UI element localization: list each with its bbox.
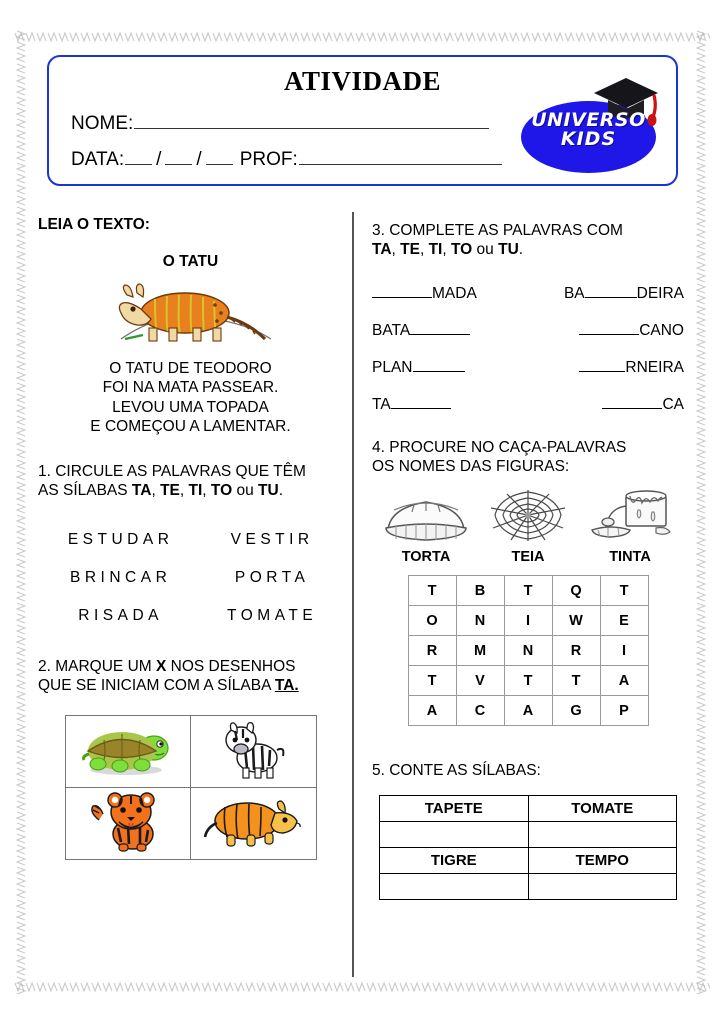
logo-line-2: KIDS — [560, 128, 617, 151]
page-border-right — [694, 30, 710, 994]
word-search-cell[interactable]: Q — [552, 576, 600, 606]
turtle-icon — [80, 720, 176, 778]
blank-line[interactable] — [372, 284, 432, 298]
word-search-cell[interactable]: A — [600, 666, 648, 696]
question-4-prompt — [372, 439, 684, 476]
fill-text: BATA — [372, 322, 411, 340]
fill-row — [372, 349, 684, 386]
name-label: NOME: — [71, 113, 134, 134]
syllable-answer-cell[interactable] — [380, 821, 529, 847]
prof-input[interactable] — [299, 150, 502, 165]
zebra-icon — [217, 718, 289, 780]
blank-line[interactable] — [579, 321, 639, 335]
syllable-answer-cell[interactable] — [528, 873, 677, 899]
fill-text: RNEIRA — [625, 359, 684, 377]
poem-body — [38, 359, 343, 437]
picture-row — [65, 716, 316, 788]
word-option[interactable]: VESTIR — [230, 531, 314, 549]
question-2-line-1 — [38, 658, 343, 677]
word-search-cell[interactable]: T — [552, 666, 600, 696]
fill-text: CANO — [639, 322, 684, 340]
q1-syllable-to: TO — [210, 481, 233, 499]
date-slash-2: / — [196, 149, 202, 170]
word-option[interactable]: PORTA — [234, 569, 310, 587]
q1-period: . — [278, 481, 284, 499]
word-search-row — [408, 576, 648, 606]
word-search-cell[interactable]: T — [504, 666, 552, 696]
word-option[interactable]: BRINCAR — [70, 569, 172, 587]
picture-cell-tiger[interactable] — [65, 788, 190, 860]
q3-syllable-ta: TA — [372, 240, 392, 258]
figure-torta — [376, 490, 476, 565]
word-search-cell[interactable]: R — [408, 636, 456, 666]
word-row — [40, 522, 341, 558]
fill-item-bandeira[interactable] — [517, 275, 684, 312]
blank-line[interactable] — [602, 395, 662, 409]
word-search-cell[interactable]: V — [456, 666, 504, 696]
word-search-cell[interactable]: P — [600, 696, 648, 726]
figure-label: TORTA — [401, 549, 451, 566]
question-4-figures — [372, 486, 684, 565]
armadillo-illustration — [103, 273, 279, 353]
read-text-heading: LEIA O TEXTO: — [38, 216, 150, 233]
word-search-cell[interactable]: A — [408, 696, 456, 726]
fill-text: CA — [662, 396, 684, 414]
figure-teia — [478, 488, 578, 565]
pie-icon — [380, 490, 472, 542]
word-option[interactable]: RISADA — [78, 607, 163, 625]
q2-line2-prefix: QUE SE INICIAM COM A SÍLABA — [38, 676, 275, 694]
fill-row — [372, 275, 684, 312]
poem-line: O TATU DE TEODORO — [109, 359, 272, 377]
question-1-word-list — [38, 520, 343, 636]
question-4-line-2: OS NOMES DAS FIGURAS: — [372, 457, 570, 475]
fill-item-tatu[interactable] — [372, 386, 517, 423]
q3-syllable-tu: TU — [498, 240, 519, 258]
blank-line[interactable] — [413, 358, 465, 372]
syllable-row — [380, 847, 677, 873]
question-2-line-2 — [38, 677, 343, 696]
word-search-cell[interactable]: T — [600, 576, 648, 606]
word-row — [40, 598, 341, 634]
column-divider — [352, 212, 354, 977]
word-search-cell[interactable]: B — [456, 576, 504, 606]
q1-syllable-te: TE — [160, 481, 180, 499]
picture-cell-turtle[interactable] — [65, 716, 190, 788]
syllable-row — [380, 873, 677, 899]
blank-line[interactable] — [410, 321, 470, 335]
q3-syllable-to: TO — [450, 240, 473, 258]
fill-text: BA — [563, 285, 585, 303]
word-search-row — [408, 666, 648, 696]
date-day-input[interactable] — [125, 150, 152, 165]
blank-line[interactable] — [579, 358, 625, 372]
fill-row — [372, 386, 684, 423]
date-label: DATA: — [71, 149, 125, 170]
question-4-line-1: 4. PROCURE NO CAÇA-PALAVRAS — [372, 439, 627, 457]
word-search-cell[interactable]: T — [504, 576, 552, 606]
word-search-grid — [408, 575, 649, 726]
question-1-line-1: 1. CIRCULE AS PALAVRAS QUE TÊM — [38, 462, 306, 480]
syllable-answer-cell[interactable] — [528, 821, 677, 847]
header-box — [47, 55, 678, 186]
fill-item-planta[interactable] — [372, 349, 517, 386]
q3-syllable-te: TE — [400, 240, 420, 258]
fill-item-batata[interactable] — [372, 312, 517, 349]
word-search-cell[interactable]: I — [600, 636, 648, 666]
word-search-cell[interactable]: T — [408, 576, 456, 606]
syllable-row — [380, 795, 677, 821]
q3-period: . — [518, 240, 524, 258]
word-search-cell[interactable]: R — [552, 636, 600, 666]
name-field-row — [71, 113, 490, 135]
poem-line: E COMEÇOU A LAMENTAR. — [90, 418, 291, 436]
q2-syllable-ta: TA. — [274, 676, 299, 694]
logo-line-1: UNIVERSO — [531, 109, 646, 131]
spiderweb-icon — [487, 488, 569, 542]
fill-item-touca[interactable] — [517, 386, 684, 423]
q2-prefix: 2. MARQUE UM — [38, 658, 156, 676]
prof-label: PROF: — [239, 149, 298, 170]
word-search-cell[interactable]: C — [456, 696, 504, 726]
syllable-word: TIGRE — [380, 847, 529, 873]
figure-label: TINTA — [609, 549, 651, 566]
figure-label: TEIA — [511, 549, 545, 566]
logo — [516, 73, 666, 178]
picture-cell-armadillo[interactable] — [190, 788, 316, 860]
fill-text: PLAN — [372, 359, 413, 377]
syllable-count-table — [379, 795, 677, 900]
word-search-cell[interactable]: O — [408, 606, 456, 636]
date-month-input[interactable] — [165, 150, 192, 165]
question-1-prompt — [38, 463, 343, 500]
fill-text: TA — [372, 396, 391, 414]
word-option[interactable]: TOMATE — [227, 607, 318, 625]
word-search-cell[interactable]: W — [552, 606, 600, 636]
page-border-top — [14, 30, 710, 44]
syllable-answer-cell[interactable] — [380, 873, 529, 899]
q1-prefix: AS SÍLABAS — [38, 481, 132, 499]
date-year-input[interactable] — [206, 150, 233, 165]
right-column — [372, 222, 684, 900]
q1-syllable-ti: TI — [188, 481, 203, 499]
picture-cell-zebra[interactable] — [190, 716, 316, 788]
q3-syllable-ti: TI — [428, 240, 443, 258]
picture-row — [65, 788, 316, 860]
fill-item-torneira[interactable] — [517, 349, 684, 386]
syllable-word: TOMATE — [528, 795, 677, 821]
question-3-line-2: TA, TE, TI, TO ou TU. — [372, 240, 524, 258]
figure-tinta — [580, 486, 680, 565]
word-search-cell[interactable]: G — [552, 696, 600, 726]
logo-text — [521, 111, 656, 150]
question-1-line-2: AS SÍLABAS TA, TE, TI, TO ou TU. — [38, 481, 284, 499]
word-search-cell[interactable]: N — [456, 606, 504, 636]
word-search-cell[interactable]: T — [408, 666, 456, 696]
word-search-cell[interactable]: N — [504, 636, 552, 666]
question-2-picture-grid — [65, 715, 317, 860]
syllable-word: TAPETE — [380, 795, 529, 821]
page-border-left — [14, 30, 30, 994]
armadillo-icon — [203, 793, 303, 849]
paint-can-icon — [586, 486, 674, 542]
fill-item-tucano[interactable] — [517, 312, 684, 349]
word-search-row — [408, 696, 648, 726]
poem-title: O TATU — [162, 252, 219, 270]
left-column — [38, 216, 343, 860]
word-search-cell[interactable]: M — [456, 636, 504, 666]
blank-line[interactable] — [585, 284, 637, 298]
page-border-bottom — [14, 980, 710, 994]
fill-item-tomada[interactable] — [372, 275, 517, 312]
question-5-title: 5. CONTE AS SÍLABAS: — [372, 762, 541, 780]
syllable-word: TEMPO — [528, 847, 677, 873]
word-search-cell[interactable]: E — [600, 606, 648, 636]
word-option[interactable]: ESTUDAR — [67, 531, 174, 549]
date-slash-1: / — [156, 149, 162, 170]
blank-line[interactable] — [391, 395, 451, 409]
name-input[interactable] — [134, 114, 489, 129]
q1-syllable-tu: TU — [258, 481, 279, 499]
date-prof-field-row — [71, 149, 503, 171]
tiger-icon — [85, 790, 171, 852]
question-3-blanks — [372, 275, 684, 423]
poem-line: LEVOU UMA TOPADA — [112, 398, 269, 416]
poem-line: FOI NA MATA PASSEAR. — [102, 379, 279, 397]
question-3-prompt — [372, 222, 684, 259]
q1-or: ou — [236, 481, 254, 499]
word-search-row — [408, 606, 648, 636]
question-3-line-1: 3. COMPLETE AS PALAVRAS COM — [372, 222, 623, 239]
fill-text: MADA — [432, 285, 477, 303]
fill-row — [372, 312, 684, 349]
question-2-prompt — [38, 658, 343, 695]
fill-text: DEIRA — [636, 285, 684, 303]
word-search-row — [408, 636, 648, 666]
word-search-cell[interactable]: A — [504, 696, 552, 726]
q3-or: ou — [476, 240, 494, 258]
syllable-row — [380, 821, 677, 847]
q2-mark-x: X — [155, 658, 167, 676]
page-title: ATIVIDADE — [283, 66, 442, 96]
word-search-cell[interactable]: I — [504, 606, 552, 636]
q1-syllable-ta: TA — [131, 481, 152, 499]
word-row — [40, 560, 341, 596]
q2-suffix: NOS DESENHOS — [166, 658, 296, 676]
